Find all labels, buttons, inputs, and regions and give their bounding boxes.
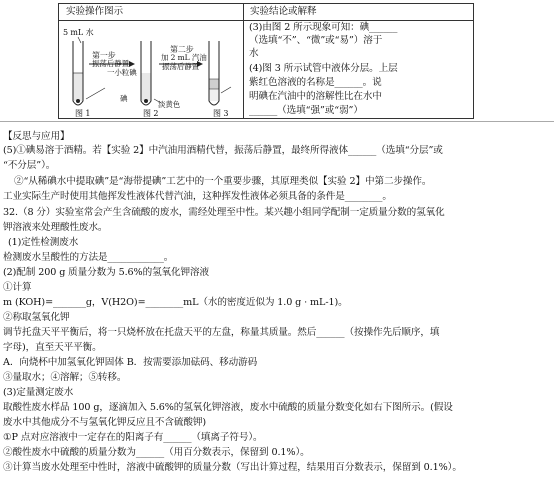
conclusion-line: 水 <box>249 48 259 59</box>
step1-label: 第一步 <box>92 51 116 60</box>
test-tube-2 <box>141 41 151 105</box>
table-bottom-border <box>58 118 474 119</box>
tube1-water-label: 5 mL 水 <box>63 28 94 37</box>
figure-3-caption: 图 3 <box>213 109 229 118</box>
text-line: 工业实际生产时使用其他挥发性液体代替汽油，这种挥发性液体必须具备的条件是________。 <box>3 191 392 202</box>
table-column-divider <box>243 3 244 119</box>
test-tube-3 <box>209 41 219 105</box>
text-line: 检测废水呈酸性的方法是____________。 <box>3 252 174 263</box>
text-line: ②酸性废水中硫酸的质量分数为______（用百分数表示，保留到 0.1%）。 <box>3 447 310 458</box>
step2-label: 第二步 <box>170 45 194 54</box>
subsection-heading: (1)定性检测废水 <box>8 237 79 248</box>
pale-yellow-label: 淡黄色 <box>158 100 181 109</box>
figure-2-caption: 图 2 <box>143 109 159 118</box>
subsection-heading: (2)配制 200 g 质量分数为 5.6%的氢氧化钾溶液 <box>3 267 210 278</box>
text-line: “不分层”）。 <box>3 160 56 171</box>
text-line: 废水中其他成分不与氢氧化钾反应且不含硫酸钾) <box>3 417 207 428</box>
step2-sub1: 加 2 mL 汽油 <box>161 53 207 62</box>
text-line: A．向烧杯中加氢氧化钾固体 B．按需要添加砝码、移动游码 <box>3 357 258 368</box>
iodine-particle-label: 一小粒碘 <box>107 68 137 77</box>
figure-1-caption: 图 1 <box>75 109 91 118</box>
conclusion-line: (4)图 3 所示试管中液体分层。上层 <box>249 63 398 74</box>
conclusion-line: （选填“不”、“微”或“易”）溶于 <box>249 35 383 46</box>
question-32-intro: 32.（8 分）实验室常会产生含硫酸的废水，需经处理至中性。某兴趣小组同学配制一定质量分数的氢氧化 <box>3 207 445 218</box>
table-top-border <box>58 3 474 4</box>
conclusion-line: ______（选填“强”或“弱”） <box>249 105 363 116</box>
step1-sub: 振荡后静置 <box>92 59 129 68</box>
conclusion-line: 明碘在汽油中的溶解性比在水中 <box>249 91 382 102</box>
text-line: ③计算当废水处理至中性时，溶液中硫酸钾的质量分数（写出计算过程，结果用百分数表示，保留到 0.1%）。 <box>3 462 462 473</box>
section-heading: 【反思与应用】 <box>3 131 70 142</box>
step2-sub2: 振荡后静置 <box>162 62 199 71</box>
text-line: ①计算 <box>3 282 32 293</box>
text-line: m (KOH)=_______g，V(H2O)=________mL（水的密度近似为 1.0 g · mL-1)。 <box>3 297 348 308</box>
text-line: ②称取氢氧化钾 <box>3 312 70 323</box>
text-line: ②“从稀碘水中提取碘”是“海带提碘”工艺中的一个重要步骤，其原理类似【实验 2】中第二步操作。 <box>14 176 432 187</box>
text-line: ③量取水；④溶解；⑤转移。 <box>3 372 127 383</box>
text-line: 钾溶液来处理酸性废水。 <box>3 222 108 233</box>
iodine-mark-label: 碘 <box>120 94 128 103</box>
table-header-operation: 实验操作图示 <box>66 6 123 17</box>
text-line: 字母)，直至天平平衡。 <box>3 342 102 353</box>
table-header-conclusion: 实验结论或解释 <box>250 6 317 17</box>
text-line: (5)①碘易溶于酒精。若【实验 2】中汽油用酒精代替，振荡后静置，最终所得液体______（选填“分层”或 <box>3 145 443 156</box>
text-line: 调节托盘天平平衡后，将一只烧杯放在托盘天平的左盘，称量其质量。然后______（按操作先后顺序，填 <box>3 327 440 338</box>
iodine-pointer <box>86 88 105 99</box>
text-line: ①P 点对应溶液中一定存在的阳离子有______（填离子符号）。 <box>3 432 263 443</box>
text-line: 取酸性废水样品 100 g，逐滴加入 5.6%的氢氧化钾溶液，废水中硫酸的质量分数变化如右下图所示。(假设 <box>3 402 453 413</box>
page-break-line <box>0 121 554 122</box>
conclusion-line: 紫红色溶液的名称是______。说 <box>249 77 382 88</box>
test-tube-1 <box>73 41 83 105</box>
subsection-heading: (3)定量测定废水 <box>3 387 74 398</box>
conclusion-line: (3)由图 2 所示现象可知：碘______ <box>249 22 398 33</box>
table-right-border <box>473 3 474 119</box>
